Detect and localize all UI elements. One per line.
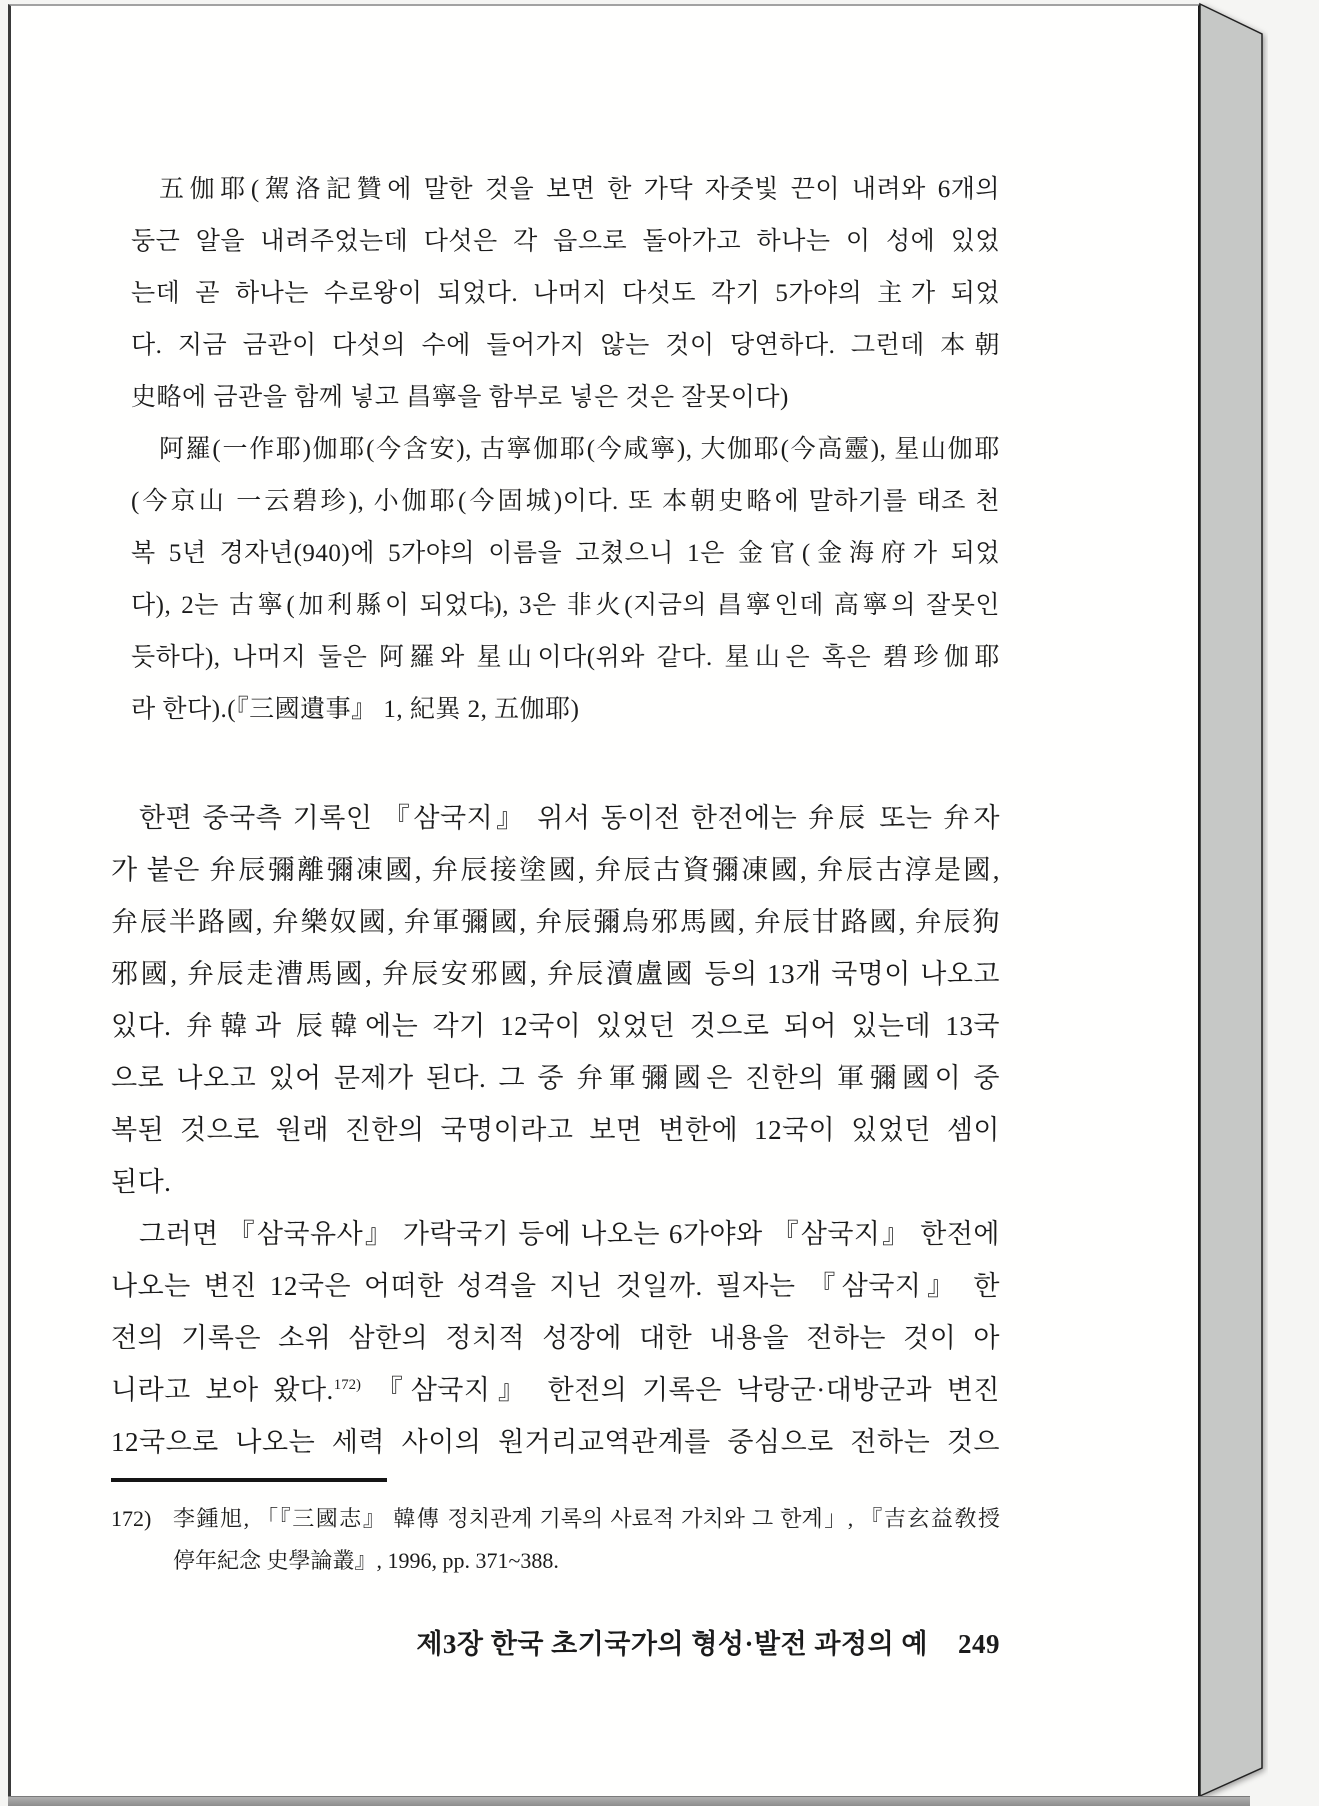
quote-paragraph-1 (131, 164, 1000, 424)
text-line: 복된 것으로 원래 진한의 국명이라고 보면 변한에 12국이 있었던 셈이 (111, 1115, 1000, 1145)
text-line: 阿羅(一作耶)伽耶(今含安), 古寧伽耶(今咸寧), 大伽耶(今高靈), 星山伽耶 (159, 436, 1000, 463)
footnote-number: 172) (111, 1506, 152, 1531)
text-line: 으로 나오고 있어 문제가 된다. 그 중 弁軍彌國은 진한의 軍彌國이 중 (111, 1063, 1000, 1093)
text-line: 李鍾旭, 「『三國志』 韓傳 정치관계 기록의 사료적 가치와 그 한계」, 『吉玄益敎授 (173, 1506, 1000, 1531)
text-line: 史略에 금관을 함께 넣고 昌寧을 함부로 넣은 것은 잘못이다) (131, 384, 789, 411)
footnote (111, 1498, 1000, 1582)
main-text (111, 792, 1000, 1468)
page-number: 249 (958, 1629, 1000, 1659)
text-line: 가 붙은 弁辰彌離彌凍國, 弁辰接塗國, 弁辰古資彌凍國, 弁辰古淳是國, (111, 855, 1000, 885)
text-line: 는데 곧 하나는 수로왕이 되었다. 나머지 다섯도 각기 5가야의 主가 되었 (131, 280, 1000, 307)
text-line: 邪國, 弁辰走漕馬國, 弁辰安邪國, 弁辰瀆盧國 등의 13개 국명이 나오고 (111, 959, 1000, 989)
page-content (11, 6, 1198, 1796)
footnote-rule (111, 1478, 387, 1482)
text-line: 라 한다).(『三國遺事』 1, 紀異 2, 五伽耶) (131, 696, 580, 723)
text-line: 듯하다), 나머지 둘은 阿羅와 星山이다(위와 같다. 星山은 혹은 碧珍伽耶 (131, 644, 1000, 671)
text-segment: 『삼국지』 한전의 기록은 낙랑군·대방군과 변진 (361, 1375, 1000, 1405)
text-line: 다), 2는 古寧(加利縣이 되었다), 3은 非火(지금의 昌寧인데 高寧의 잘못인 (131, 592, 1000, 619)
main-paragraph-1 (111, 792, 1000, 1208)
footnote-ref-marker: 172) (333, 1377, 361, 1393)
text-line: (今京山 一云碧珍), 小伽耶(今固城)이다. 또 本朝史略에 말하기를 태조 천 (131, 488, 1000, 515)
text-line: 12국으로 나오는 세력 사이의 원거리교역관계를 중심으로 전하는 것으 (111, 1427, 1000, 1457)
text-line: 그러면 『삼국유사』 가락국기 등에 나오는 6가야와 『삼국지』 한전에 (139, 1219, 1000, 1249)
quote-paragraph-2 (131, 424, 1000, 736)
footnote-text (173, 1498, 1000, 1582)
text-line: 복 5년 경자년(940)에 5가야의 이름을 고쳤으니 1은 金官(金海府가 되었 (131, 540, 1000, 567)
main-paragraph-2 (111, 1208, 1000, 1468)
text-line: 五伽耶(駕洛記贊에 말한 것을 보면 한 가닥 자줏빛 끈이 내려와 6개의 (159, 176, 1000, 203)
text-line-with-footnote-ref (111, 1364, 1000, 1416)
text-line: 있다. 弁韓과 辰韓에는 각기 12국이 있었던 것으로 되어 있는데 13국 (111, 1011, 1000, 1041)
text-line: 전의 기록은 소위 삼한의 정치적 성장에 대한 내용을 전하는 것이 아 (111, 1323, 1000, 1353)
running-title: 제3장 한국 초기국가의 형성·발전 과정의 예 (416, 1629, 928, 1659)
text-line: 弁辰半路國, 弁樂奴國, 弁軍彌國, 弁辰彌烏邪馬國, 弁辰甘路國, 弁辰狗 (111, 907, 1000, 937)
text-line: 둥근 알을 내려주었는데 다섯은 각 읍으로 돌아가고 하나는 이 성에 있었 (131, 228, 1000, 255)
text-line: 나오는 변진 12국은 어떠한 성격을 지닌 것일까. 필자는 『삼국지』 한 (111, 1271, 1000, 1301)
text-line: 한편 중국측 기록인 『삼국지』 위서 동이전 한전에는 弁辰 또는 弁자 (139, 803, 1000, 833)
page-footer (111, 1622, 1000, 1661)
text-segment: 니라고 보아 왔다. (111, 1375, 334, 1405)
book-bottom-edge (8, 1796, 1250, 1806)
text-line: 다. 지금 금관이 다섯의 수에 들어가지 않는 것이 당연하다. 그런데 本朝 (131, 332, 1000, 359)
book-fore-edge (1198, 0, 1268, 1806)
book-page (8, 4, 1200, 1797)
text-line: 된다. (111, 1167, 172, 1197)
quote-block (131, 164, 1000, 736)
text-line: 停年紀念 史學論叢』, 1996, pp. 371~388. (173, 1548, 559, 1573)
